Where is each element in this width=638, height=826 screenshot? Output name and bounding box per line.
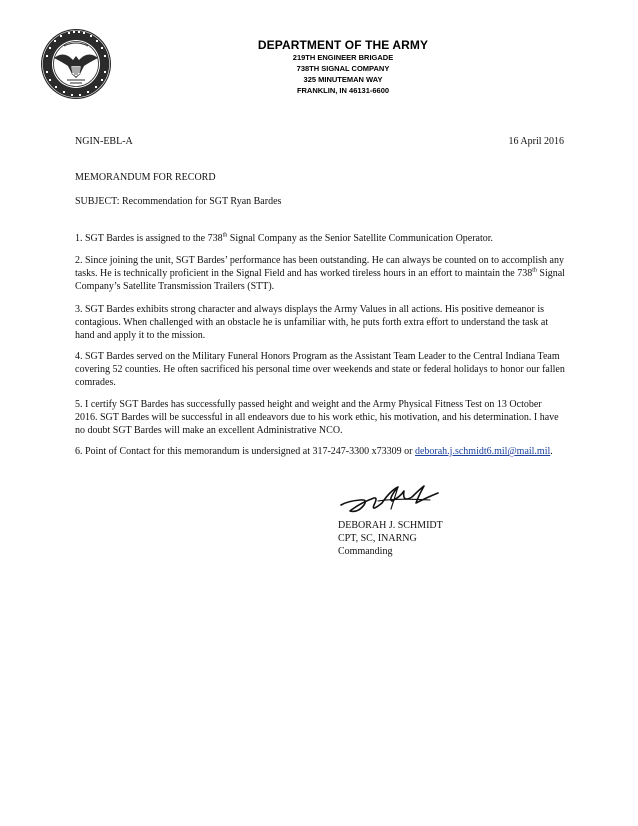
letterhead-city: FRANKLIN, IN 46131-6600 — [296, 86, 390, 95]
letterhead — [160, 38, 526, 96]
paragraph-1 — [75, 232, 565, 245]
paragraph-2 — [75, 254, 565, 293]
paragraph-2-text: 2. Since joining the unit, SGT Bardes’ performance has been outstanding. He can always be counted on to accomplish any tasks. He is technically proficient in the Signal Field and has worked tireless hours in an effort to maintain the 738 — [75, 255, 564, 279]
department-of-defense-seal-icon — [40, 28, 112, 100]
memo-for-line: MEMORANDUM FOR RECORD — [75, 172, 216, 183]
paragraph-1-text-end: Signal Company as the Senior Satellite Communication Operator. — [227, 233, 494, 244]
office-symbol: NGIN-EBL-A — [75, 136, 133, 147]
letterhead-title: DEPARTMENT OF THE ARMY — [257, 38, 429, 52]
signature-block — [338, 519, 443, 558]
ordinal-suffix: th — [532, 267, 537, 274]
paragraph-6-text-end: . — [550, 446, 553, 457]
signer-title: Commanding — [338, 546, 393, 557]
letterhead-brigade: 219TH ENGINEER BRIGADE — [292, 53, 394, 62]
paragraph-6 — [75, 445, 565, 458]
letterhead-company: 738TH SIGNAL COMPANY — [296, 64, 390, 73]
signer-name: DEBORAH J. SCHMIDT — [338, 520, 443, 531]
paragraph-4: 4. SGT Bardes served on the Military Funeral Honors Program as the Assistant Team Leader to the Central Indiana Team covering 52 counties. He often sacrificed his personal time over weekends and state or federal holidays to honor our fallen comrades. — [75, 351, 565, 388]
handwritten-signature-icon — [338, 481, 450, 517]
subject-line: SUBJECT: Recommendation for SGT Ryan Bardes — [75, 196, 282, 207]
paragraph-1-text: 1. SGT Bardes is assigned to the 738 — [75, 233, 223, 244]
signer-rank: CPT, SC, INARNG — [338, 533, 417, 544]
letterhead-street: 325 MINUTEMAN WAY — [303, 75, 383, 84]
paragraph-2-text-end: Signal Company’s Satellite Transmission Trailers (STT). — [75, 268, 565, 292]
contact-email-link[interactable]: deborah.j.schmidt6.mil@mail.mil — [414, 446, 551, 457]
memo-date: 16 April 2016 — [508, 136, 564, 147]
paragraph-3: 3. SGT Bardes exhibits strong character and always displays the Army Values in all actions. His positive demeanor is contagious. When challenged with an obstacle he is unfamiliar with, he puts forth extra effort to understand the task at hand and apply it to the mission. — [75, 304, 549, 341]
paragraph-5: 5. I certify SGT Bardes has successfully passed height and weight and the Army Physical Fitness Test on 13 October 2016. SGT Bardes will be successful in all endeavors due to his work ethic, his motivation, and his determination. I have no doubt SGT Bardes will make an excellent Administrative NCO. — [75, 399, 559, 436]
paragraph-6-text: 6. Point of Contact for this memorandum is undersigned at 317-247-3300 x73309 or — [75, 446, 415, 457]
ordinal-suffix: th — [222, 232, 228, 239]
